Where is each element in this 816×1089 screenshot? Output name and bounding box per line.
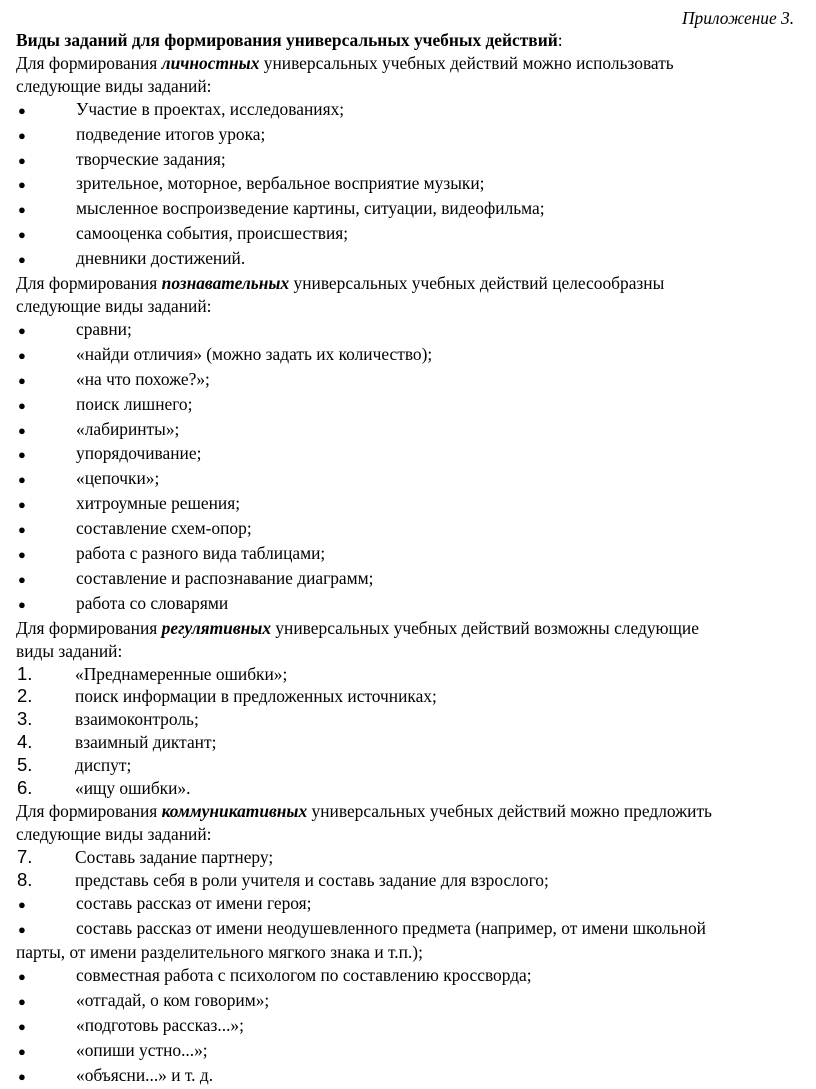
list-item bbox=[16, 964, 806, 989]
intro-emphasis: регулятивных bbox=[161, 617, 272, 638]
bullet-icon: ● bbox=[18, 202, 26, 218]
list-item-text: представь себя в роли учителя и составь задание для взрослого; bbox=[75, 869, 549, 890]
bullet-icon: ● bbox=[18, 372, 26, 388]
intro-suffix: универсальных учебных действий целесообразны bbox=[289, 273, 665, 294]
bullet-icon: ● bbox=[18, 896, 26, 912]
list-item-text: совместная работа с психологом по составлению кроссворда; bbox=[76, 965, 532, 986]
list-number: 4. bbox=[17, 731, 33, 753]
list-item-text: «ищу ошибки». bbox=[75, 778, 191, 799]
list-item bbox=[16, 731, 806, 754]
bullet-icon: ● bbox=[18, 322, 26, 338]
section-intro bbox=[16, 617, 806, 640]
section-personal bbox=[16, 52, 806, 272]
title-colon: : bbox=[557, 30, 563, 50]
bullet-icon: ● bbox=[18, 152, 26, 168]
list-item-text: «отгадай, о ком говорим»; bbox=[76, 990, 270, 1011]
intro-line-2: следующие виды заданий: bbox=[16, 823, 212, 844]
section-intro bbox=[16, 800, 806, 823]
bullet-icon: ● bbox=[18, 969, 26, 985]
bullet-icon: ● bbox=[18, 347, 26, 363]
list-item-text: «найди отличия» (можно задать их количество); bbox=[76, 343, 433, 364]
list-item bbox=[16, 467, 806, 492]
bullet-icon: ● bbox=[18, 127, 26, 143]
list-item bbox=[16, 567, 806, 592]
list-item bbox=[16, 418, 806, 443]
list-item bbox=[16, 754, 806, 777]
list-item bbox=[16, 685, 806, 708]
list-item-continuation: парты, от имени разделительного мягкого знака и т.п.); bbox=[16, 942, 423, 963]
list-item bbox=[16, 592, 806, 617]
bullet-icon: ● bbox=[18, 571, 26, 587]
list-number: 8. bbox=[17, 868, 33, 890]
intro-emphasis: коммуникативных bbox=[161, 801, 308, 821]
list-item bbox=[16, 343, 806, 368]
intro-prefix: Для формирования bbox=[16, 52, 162, 73]
list-item bbox=[16, 542, 806, 567]
list-item bbox=[16, 1014, 806, 1039]
list-item bbox=[16, 492, 806, 517]
list-item-text: составление и распознавание диаграмм; bbox=[76, 567, 374, 588]
list-item bbox=[16, 777, 806, 800]
list-item-text: «подготовь рассказ...»; bbox=[76, 1015, 244, 1036]
list-item-text: Составь задание партнеру; bbox=[75, 846, 274, 867]
list-item-text: взаимоконтроль; bbox=[75, 709, 199, 730]
section-intro bbox=[16, 52, 806, 75]
intro-line-2: виды заданий: bbox=[16, 640, 123, 661]
intro-emphasis: личностных bbox=[161, 52, 260, 73]
bullet-icon: ● bbox=[18, 252, 26, 268]
bullet-icon: ● bbox=[18, 596, 26, 612]
list-item-text: самооценка события, происшествия; bbox=[76, 223, 349, 244]
appendix-label: Приложение 3. bbox=[682, 8, 795, 28]
bullet-icon: ● bbox=[18, 497, 26, 513]
bullet-icon: ● bbox=[18, 422, 26, 438]
list-item-text: диспут; bbox=[75, 755, 132, 776]
list-item bbox=[16, 1039, 806, 1064]
list-item-text: сравни; bbox=[76, 318, 132, 339]
list-item-text: хитроумные решения; bbox=[76, 493, 241, 514]
list-item bbox=[16, 663, 806, 686]
list-item bbox=[16, 708, 806, 731]
list-item-text: «Преднамеренные ошибки»; bbox=[75, 663, 288, 684]
intro-prefix: Для формирования bbox=[16, 617, 162, 638]
document-body bbox=[16, 29, 806, 1089]
list-item-text: «лабиринты»; bbox=[76, 418, 180, 439]
list-item-text: мысленное воспроизведение картины, ситуации, видеофильма; bbox=[76, 198, 545, 219]
bullet-icon: ● bbox=[18, 994, 26, 1010]
list-number: 6. bbox=[17, 777, 33, 799]
bullet-icon: ● bbox=[18, 1068, 26, 1084]
bullet-icon: ● bbox=[18, 1044, 26, 1060]
list-item bbox=[16, 442, 806, 467]
bullet-icon: ● bbox=[18, 547, 26, 563]
list-item-text: «объясни...» и т. д. bbox=[76, 1064, 214, 1085]
bullet-icon: ● bbox=[18, 102, 26, 118]
title-text: Виды заданий для формирования универсальных учебных действий bbox=[16, 30, 558, 50]
bullet-icon: ● bbox=[18, 1019, 26, 1035]
list-item bbox=[16, 846, 806, 869]
list-item bbox=[16, 869, 806, 892]
list-item bbox=[16, 892, 806, 917]
list-item-text: составь рассказ от имени неодушевленного предмета (например, от имени школьной bbox=[76, 917, 706, 938]
list-item bbox=[16, 917, 806, 942]
intro-suffix: универсальных учебных действий возможны следующие bbox=[271, 617, 699, 638]
section-regulatory bbox=[16, 617, 806, 800]
intro-suffix: универсальных учебных действий можно использовать bbox=[259, 52, 674, 73]
list-item-text: поиск лишнего; bbox=[76, 393, 193, 414]
intro-prefix: Для формирования bbox=[16, 801, 162, 821]
list-item-text: работа со словарями bbox=[76, 592, 229, 613]
list-item bbox=[16, 98, 806, 123]
bullet-icon: ● bbox=[18, 177, 26, 193]
list-item-text: работа с разного вида таблицами; bbox=[76, 543, 326, 564]
list-item bbox=[16, 172, 806, 197]
list-item-text: составь рассказ от имени героя; bbox=[76, 892, 312, 913]
list-item bbox=[16, 393, 806, 418]
list-number: 1. bbox=[17, 662, 33, 684]
list-item-text: «цепочки»; bbox=[76, 468, 160, 489]
list-number: 2. bbox=[17, 685, 33, 707]
intro-prefix: Для формирования bbox=[16, 273, 162, 294]
bullet-icon: ● bbox=[18, 447, 26, 463]
document-title bbox=[16, 29, 806, 52]
list-item bbox=[16, 989, 806, 1014]
list-item bbox=[16, 222, 806, 247]
bullet-icon: ● bbox=[18, 397, 26, 413]
list-item bbox=[16, 318, 806, 343]
list-item bbox=[16, 197, 806, 222]
list-number: 3. bbox=[17, 708, 33, 730]
list-item-text: подведение итогов урока; bbox=[76, 123, 266, 144]
bullet-icon: ● bbox=[18, 522, 26, 538]
intro-emphasis: познавательных bbox=[161, 273, 290, 294]
list-number: 5. bbox=[17, 754, 33, 776]
list-item-text: творческие задания; bbox=[76, 148, 226, 169]
list-item bbox=[16, 368, 806, 393]
list-item-text: составление схем-опор; bbox=[76, 518, 252, 539]
list-item-text: поиск информации в предложенных источниках; bbox=[75, 686, 437, 707]
bullet-icon: ● bbox=[18, 227, 26, 243]
list-item bbox=[16, 247, 806, 272]
intro-line-2: следующие виды заданий: bbox=[16, 295, 212, 316]
list-item-text: упорядочивание; bbox=[76, 443, 202, 464]
list-item bbox=[16, 517, 806, 542]
section-intro bbox=[16, 272, 806, 295]
list-item bbox=[16, 123, 806, 148]
bullet-icon: ● bbox=[18, 472, 26, 488]
list-item bbox=[16, 1064, 806, 1089]
list-item-text: взаимный диктант; bbox=[75, 732, 217, 753]
bullet-icon: ● bbox=[18, 921, 26, 937]
list-item-text: зрительное, моторное, вербальное восприятие музыки; bbox=[76, 173, 485, 194]
intro-line-2: следующие виды заданий: bbox=[16, 75, 212, 96]
section-communicative bbox=[16, 800, 806, 1089]
list-item-text: Участие в проектах, исследованиях; bbox=[76, 98, 345, 119]
list-item-text: «опиши устно...»; bbox=[76, 1040, 208, 1061]
intro-suffix: универсальных учебных действий можно предложить bbox=[307, 801, 712, 821]
list-item bbox=[16, 148, 806, 173]
list-item-text: дневники достижений. bbox=[76, 248, 246, 269]
list-item-text: «на что похоже?»; bbox=[76, 368, 210, 389]
list-number: 7. bbox=[17, 845, 33, 867]
section-cognitive bbox=[16, 272, 806, 617]
